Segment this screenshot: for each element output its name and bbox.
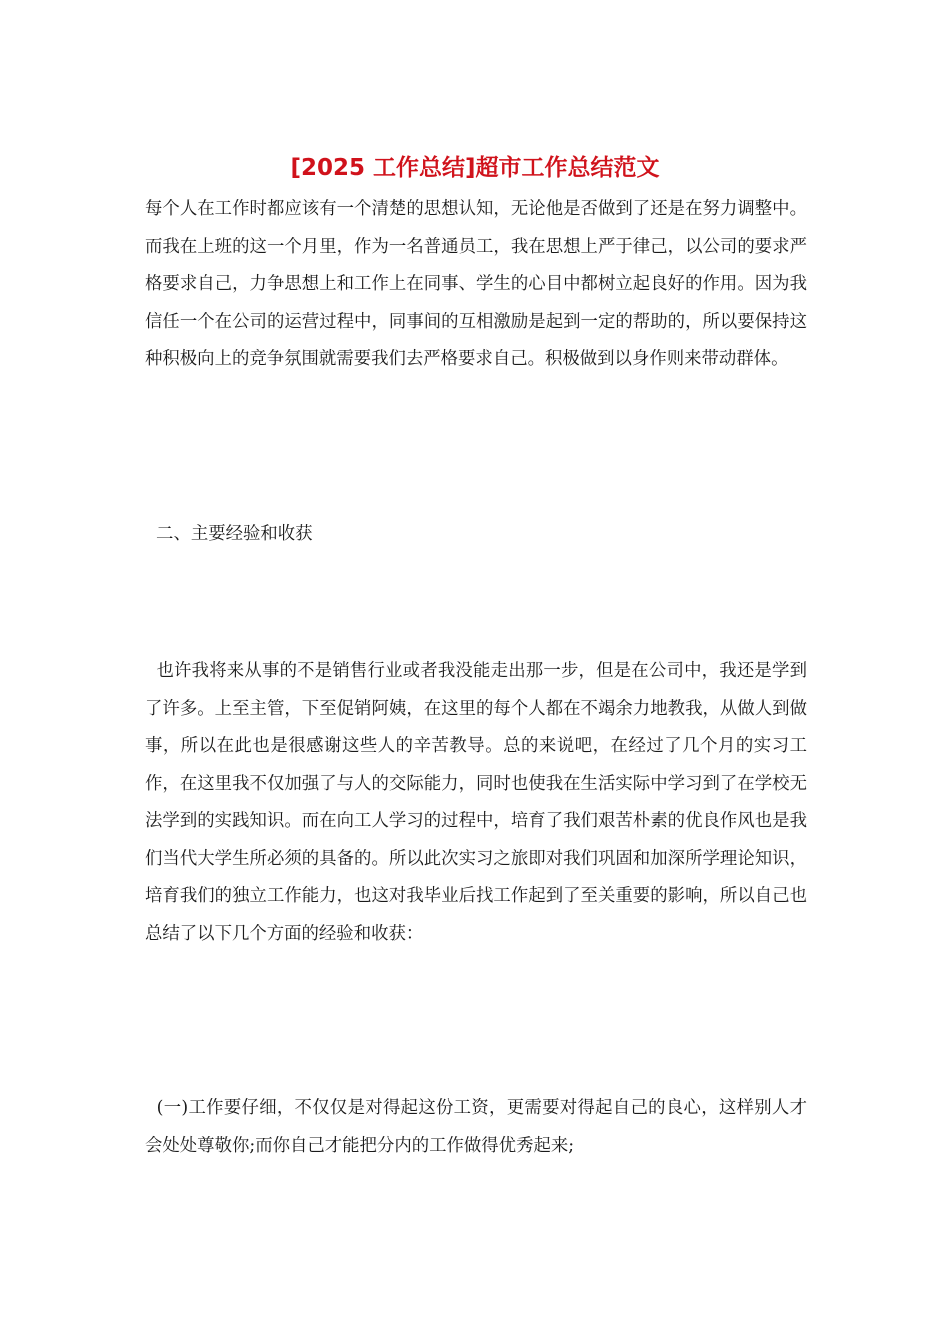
paragraph-experience: 也许我将来从事的不是销售行业或者我没能走出那一步，但是在公司中，我还是学到了许多。上至主管，下至促销阿姨，在这里的每个人都在不竭余力地教我，从做人到做事，所以在此也是很感谢这些人的辛苦教导。总的来说吧，在经过了几个月的实习工作，在这里我不仅加强了与人的交际能力，同时也使我在生活实际中学习到了在学校无法学到的实践知识。而在向工人学习的过程中，培育了我们艰苦朴素的优良作风也是我们当代大学生所必须的具备的。所以此次实习之旅即对我们巩固和加深所学理论知识，培育我们的独立工作能力，也这对我毕业后找工作起到了至关重要的影响，所以自己也总结了以下几个方面的经验和收获： bbox=[145, 661, 807, 944]
section-heading-experience: 二、主要经验和收获 bbox=[145, 524, 313, 544]
document-title: [2025 工作总结]超市工作总结范文 bbox=[290, 155, 660, 181]
paragraph-intro: 每个人在工作时都应该有一个清楚的思想认知，无论他是否做到了还是在努力调整中。而我在上班的这一个月里，作为一名普通员工，我在思想上严于律己，以公司的要求严格要求自己，力争思想上和工作上在同事、学生的心目中都树立起良好的作用。因为我信任一个在公司的运营过程中，同事间的互相激励是起到一定的帮助的，所以要保持这种积极向上的竞争氛围就需要我们去严格要求自己。积极做到以身作则来带动群体。 bbox=[145, 199, 807, 369]
paragraph-point-one: (一)工作要仔细，不仅仅是对得起这份工资，更需要对得起自己的良心，这样别人才会处处尊敬你;而你自己才能把分内的工作做得优秀起来; bbox=[145, 1098, 807, 1156]
